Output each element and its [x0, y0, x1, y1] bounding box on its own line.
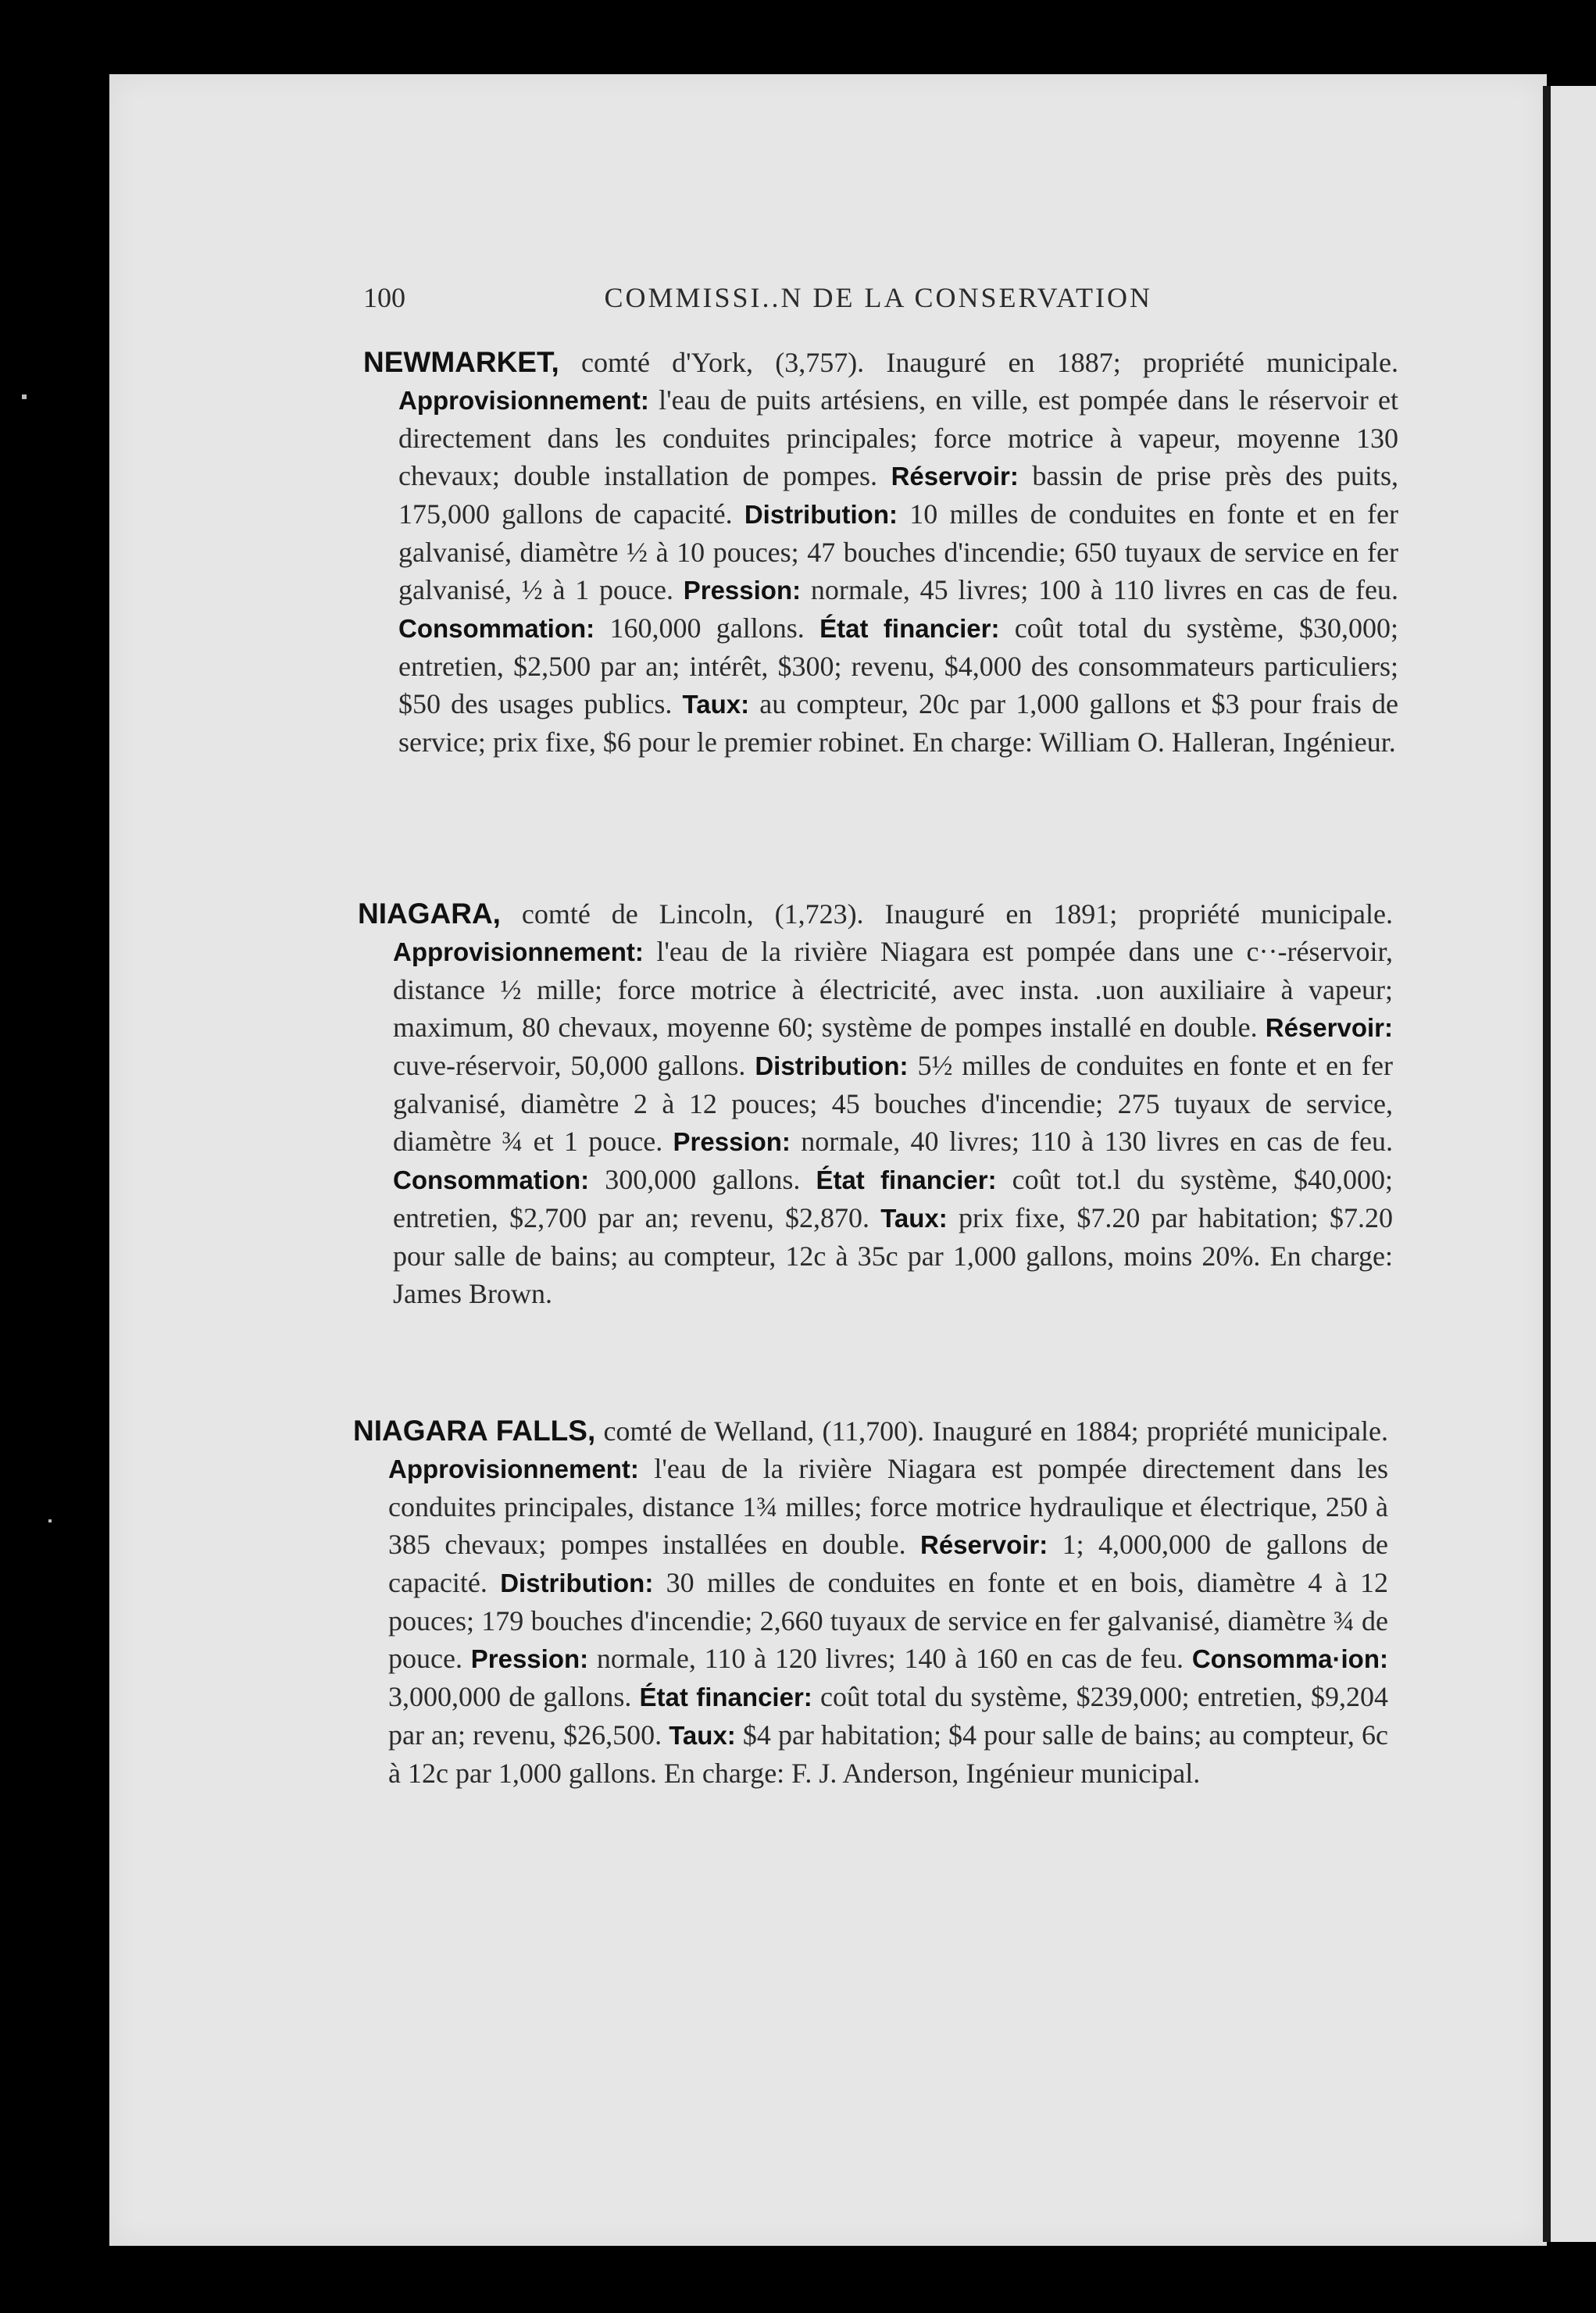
running-head-title: COMMISSI..N DE LA CONSERVATION	[604, 282, 1152, 313]
consumption-text: 300,000 gallons.	[589, 1164, 816, 1195]
rates-text: $4 par habitation; $4 pour salle de bains; au compteur, 6c à 12c par 1,000 gallons. En charge: F. J. Anderson, Ingénieur municipal.	[388, 1719, 1388, 1789]
entry-intro: comté d'York, (3,757). Inauguré en 1887; propriété municipale.	[559, 347, 1398, 378]
entry-intro: comté de Welland, (11,700). Inauguré en 1884; propriété municipale.	[595, 1415, 1388, 1447]
finance-label: État financier:	[639, 1683, 812, 1712]
reservoir-label: Réservoir:	[920, 1530, 1048, 1559]
entry-niagara-falls	[353, 1412, 1388, 1792]
supply-text: l'eau de la rivière Niagara est pompée directement dans les conduites principales, distance 1¾ milles; force motrice hydraulique et électrique, 250 à 385 chevaux; pompes installées en double.	[388, 1453, 1388, 1560]
reservoir-text: cuve-réservoir, 50,000 gallons.	[393, 1050, 755, 1081]
rates-label: Taux:	[880, 1204, 948, 1233]
rates-label: Taux:	[682, 690, 750, 719]
consumption-label: Consommation:	[398, 614, 595, 643]
entry-newmarket	[363, 344, 1399, 761]
reservoir-text: bassin de prise près des puits, 175,000 gallons de capacité.	[398, 460, 1399, 530]
scan-speck	[48, 1519, 52, 1522]
pressure-text: normale, 45 livres; 100 à 110 livres en cas de feu.	[801, 574, 1398, 605]
finance-text: coût total du système, $30,000; entretien, $2,500 par an; intérêt, $300; revenu, $4,000 des consommateurs particuliers; $50 des usages publics.	[398, 612, 1398, 719]
reservoir-label: Réservoir:	[1265, 1013, 1393, 1042]
pressure-label: Pression:	[683, 576, 802, 605]
pressure-label: Pression:	[673, 1127, 791, 1156]
entry-niagara	[358, 895, 1393, 1312]
supply-text: l'eau de la rivière Niagara est pompée dans une c··-réservoir, distance ½ mille; force motrice à électricité, avec insta. .uon auxiliaire à vapeur; maximum, 80 chevaux, moyenne 60; système de pompes installé en double.	[393, 936, 1393, 1043]
pressure-text: normale, 40 livres; 110 à 130 livres en cas de feu.	[790, 1126, 1393, 1157]
entry-place-name: NIAGARA,	[358, 898, 501, 930]
entry-place-name: NEWMARKET,	[363, 346, 559, 378]
supply-label: Approvisionnement:	[398, 386, 649, 415]
page-gutter-shadow	[1543, 86, 1551, 2242]
reservoir-text: 1; 4,000,000 de gallons de capacité.	[388, 1529, 1388, 1598]
distribution-text: 10 milles de conduites en fonte et en fer galvanisé, diamètre ½ à 10 pouces; 47 bouches d'incendie; 650 tuyaux de service en fer galvanisé, ½ à 1 pouce.	[398, 498, 1398, 605]
supply-label: Approvisionnement:	[388, 1455, 639, 1483]
rates-label: Taux:	[669, 1721, 736, 1750]
distribution-text: 30 milles de conduites en fonte et en bois, diamètre 4 à 12 pouces; 179 bouches d'incendie; 2,660 tuyaux de service en fer galvanisé, diamètre ¾ de pouce.	[388, 1567, 1388, 1674]
reservoir-label: Réservoir:	[891, 462, 1019, 491]
distribution-label: Distribution:	[500, 1569, 654, 1597]
scan-speck	[22, 394, 27, 399]
page-number: 100	[363, 282, 405, 313]
finance-text: coût tot.l du système, $40,000; entretien, $2,700 par an; revenu, $2,870.	[393, 1164, 1393, 1233]
distribution-text: 5½ milles de conduites en fonte et en fer galvanisé, diamètre 2 à 12 pouces; 45 bouches d'incendie; 275 tuyaux de service, diamètre ¾ et 1 pouce.	[393, 1050, 1393, 1157]
finance-label: État financier:	[816, 1165, 997, 1194]
pressure-label: Pression:	[470, 1644, 589, 1673]
running-head	[363, 281, 1152, 328]
distribution-label: Distribution:	[744, 500, 898, 529]
rates-text: prix fixe, $7.20 par habitation; $7.20 pour salle de bains; au compteur, 12c à 35c par 1,000 gallons, moins 20%. En charge: James Brown.	[393, 1202, 1393, 1309]
pressure-text: normale, 110 à 120 livres; 140 à 160 en cas de feu.	[588, 1643, 1192, 1674]
supply-label: Approvisionnement:	[393, 937, 644, 966]
finance-text: coût total du système, $239,000; entretien, $9,204 par an; revenu, $26,500.	[388, 1681, 1388, 1751]
consumption-label: Consommation:	[393, 1165, 590, 1194]
finance-label: État financier:	[819, 614, 1000, 643]
entry-intro: comté de Lincoln, (1,723). Inauguré en 1891; propriété municipale.	[500, 898, 1393, 930]
consumption-label: Consomma·ion:	[1191, 1644, 1388, 1673]
distribution-label: Distribution:	[755, 1051, 909, 1080]
consumption-text: 3,000,000 de gallons.	[388, 1681, 640, 1712]
rates-text: au compteur, 20c par 1,000 gallons et $3 pour frais de service; prix fixe, $6 pour le premier robinet. En charge: William O. Halleran, Ingénieur.	[398, 688, 1398, 758]
entry-place-name: NIAGARA FALLS,	[353, 1415, 596, 1447]
next-page-edge	[1551, 86, 1596, 2242]
consumption-text: 160,000 gallons.	[594, 612, 820, 644]
supply-text: l'eau de puits artésiens, en ville, est pompée dans le réservoir et directement dans les conduites principales; force motrice à vapeur, moyenne 130 chevaux; double installation de pompes.	[398, 384, 1398, 491]
